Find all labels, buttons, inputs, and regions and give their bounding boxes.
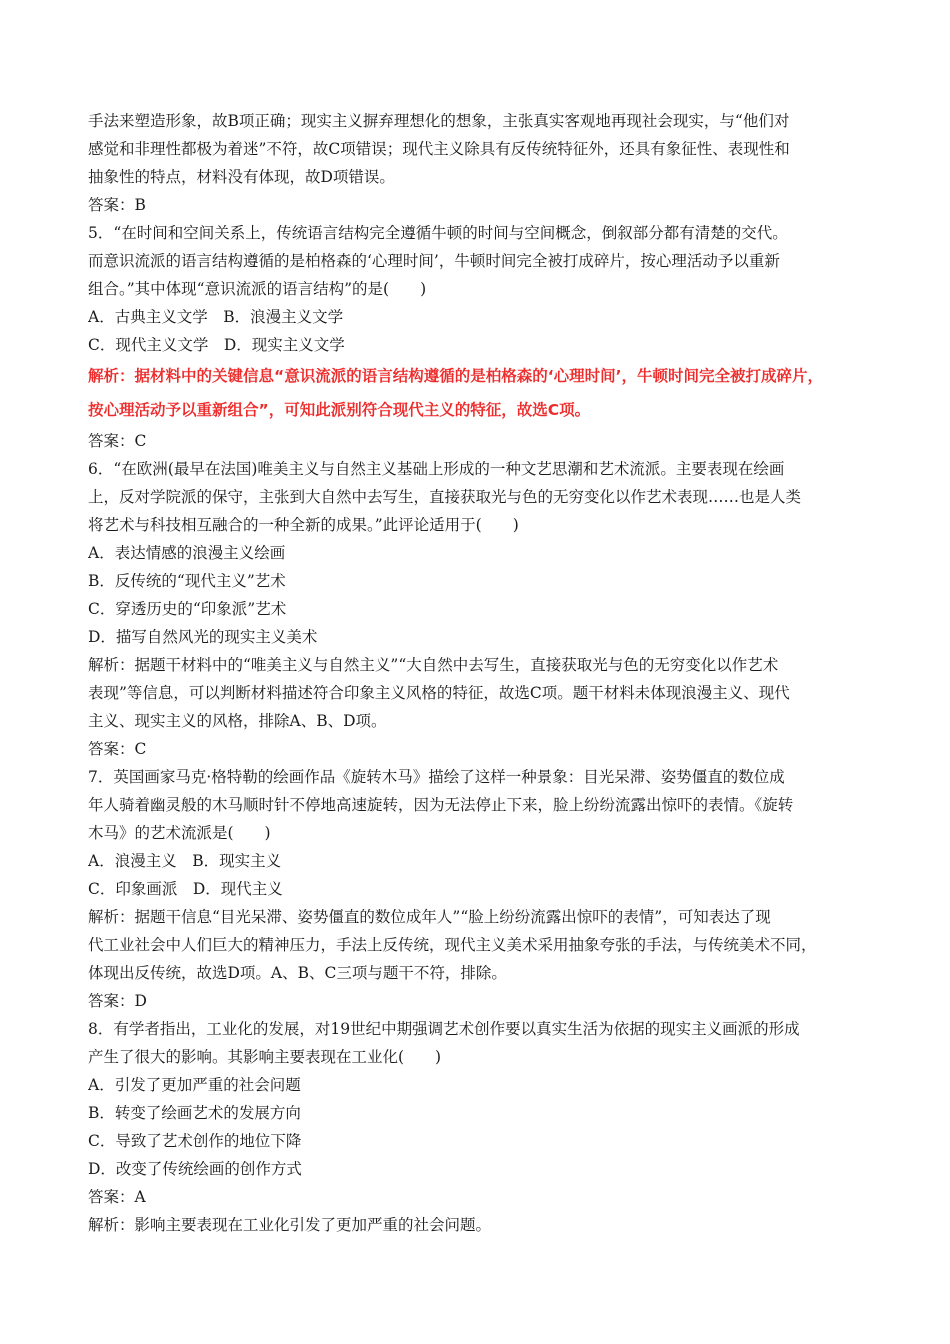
question-5-line: 5．“在时间和空间关系上，传统语言结构完全遵循牛顿的时间与空间概念，倒叙部分都有清楚的交代。 bbox=[88, 224, 788, 242]
answer-line: 答案：C bbox=[88, 740, 147, 758]
analysis-line: 解析：影响主要表现在工业化引发了更加严重的社会问题。 bbox=[88, 1216, 492, 1234]
option-line: C．印象画派 D．现代主义 bbox=[88, 880, 283, 898]
question-5-line: 而意识流派的语言结构遵循的是柏格森的‘心理时间’，牛顿时间完全被打成碎片，按心理活动予以重新 bbox=[88, 252, 780, 270]
highlighted-analysis-line: 解析：据材料中的关键信息“意识流派的语言结构遵循的是柏格森的‘心理时间’，牛顿时间完全被打成碎片， bbox=[88, 367, 823, 385]
highlighted-analysis-line: 按心理活动予以重新组合”，可知此派别符合现代主义的特征，故选C项。 bbox=[88, 401, 591, 419]
text-line: 感觉和非理性都极为着迷”不符，故C项错误；现代主义除具有反传统特征外，还具有象征性、表现性和 bbox=[88, 140, 790, 158]
question-8-line: 8．有学者指出，工业化的发展，对19世纪中期强调艺术创作要以真实生活为依据的现实主义画派的形成 bbox=[88, 1020, 800, 1038]
question-8-line: 产生了很大的影响。其影响主要表现在工业化( ) bbox=[88, 1048, 442, 1066]
analysis-line: 解析：据题干材料中的“唯美主义与自然主义”“大自然中去写生，直接获取光与色的无穷变化以作艺术 bbox=[88, 656, 779, 674]
question-6-line: 上，反对学院派的保守，主张到大自然中去写生，直接获取光与色的无穷变化以作艺术表现……也是人类 bbox=[88, 488, 802, 506]
answer-line: 答案：B bbox=[88, 196, 146, 214]
analysis-line: 主义、现实主义的风格，排除A、B、D项。 bbox=[88, 712, 387, 730]
answer-line: 答案：D bbox=[88, 992, 147, 1010]
question-7-line: 木马》的艺术流派是( ) bbox=[88, 824, 271, 842]
option-line: D．改变了传统绘画的创作方式 bbox=[88, 1160, 302, 1178]
option-line: B．反传统的“现代主义”艺术 bbox=[88, 572, 286, 590]
option-line: B．转变了绘画艺术的发展方向 bbox=[88, 1104, 301, 1122]
option-line: A．浪漫主义 B．现实主义 bbox=[88, 852, 282, 870]
question-6-line: 将艺术与科技相互融合的一种全新的成果。”此评论适用于( ) bbox=[88, 516, 519, 534]
question-5-line: 组合。”其中体现“意识流派的语言结构”的是( ) bbox=[88, 280, 427, 298]
option-line: D．描写自然风光的现实主义美术 bbox=[88, 628, 318, 646]
option-line: A．古典主义文学 B．浪漫主义文学 bbox=[88, 308, 344, 326]
option-line: A．引发了更加严重的社会问题 bbox=[88, 1076, 301, 1094]
question-7-line: 7．英国画家马克·格特勒的绘画作品《旋转木马》描绘了这样一种景象：目光呆滞、姿势僵直的数位成 bbox=[88, 768, 785, 786]
analysis-line: 体现出反传统，故选D项。A、B、C三项与题干不符，排除。 bbox=[88, 964, 507, 982]
analysis-line: 解析：据题干信息“目光呆滞、姿势僵直的数位成年人”“脸上纷纷流露出惊吓的表情”，可知表达了现 bbox=[88, 908, 771, 926]
text-line: 抽象性的特点，材料没有体现，故D项错误。 bbox=[88, 168, 395, 186]
option-line: C．现代主义文学 D．现实主义文学 bbox=[88, 336, 345, 354]
option-line: A．表达情感的浪漫主义绘画 bbox=[88, 544, 286, 562]
question-7-line: 年人骑着幽灵般的木马顺时针不停地高速旋转，因为无法停止下来，脸上纷纷流露出惊吓的表情。《旋转 bbox=[88, 796, 794, 814]
document-page bbox=[88, 107, 878, 1239]
answer-line: 答案：C bbox=[88, 432, 147, 450]
option-line: C．导致了艺术创作的地位下降 bbox=[88, 1132, 302, 1150]
text-line: 手法来塑造形象，故B项正确；现实主义摒弃理想化的想象，主张真实客观地再现社会现实，与“他们对 bbox=[88, 112, 790, 130]
analysis-line: 代工业社会中人们巨大的精神压力，手法上反传统，现代主义美术采用抽象夸张的手法，与传统美术不同， bbox=[88, 936, 817, 954]
question-6-line: 6．“在欧洲(最早在法国)唯美主义与自然主义基础上形成的一种文艺思潮和艺术流派。主要表现在绘画 bbox=[88, 460, 785, 478]
analysis-line: 表现”等信息，可以判断材料描述符合印象主义风格的特征，故选C项。题干材料未体现浪漫主义、现代 bbox=[88, 684, 790, 702]
answer-line: 答案：A bbox=[88, 1188, 146, 1206]
option-line: C．穿透历史的“印象派”艺术 bbox=[88, 600, 287, 618]
